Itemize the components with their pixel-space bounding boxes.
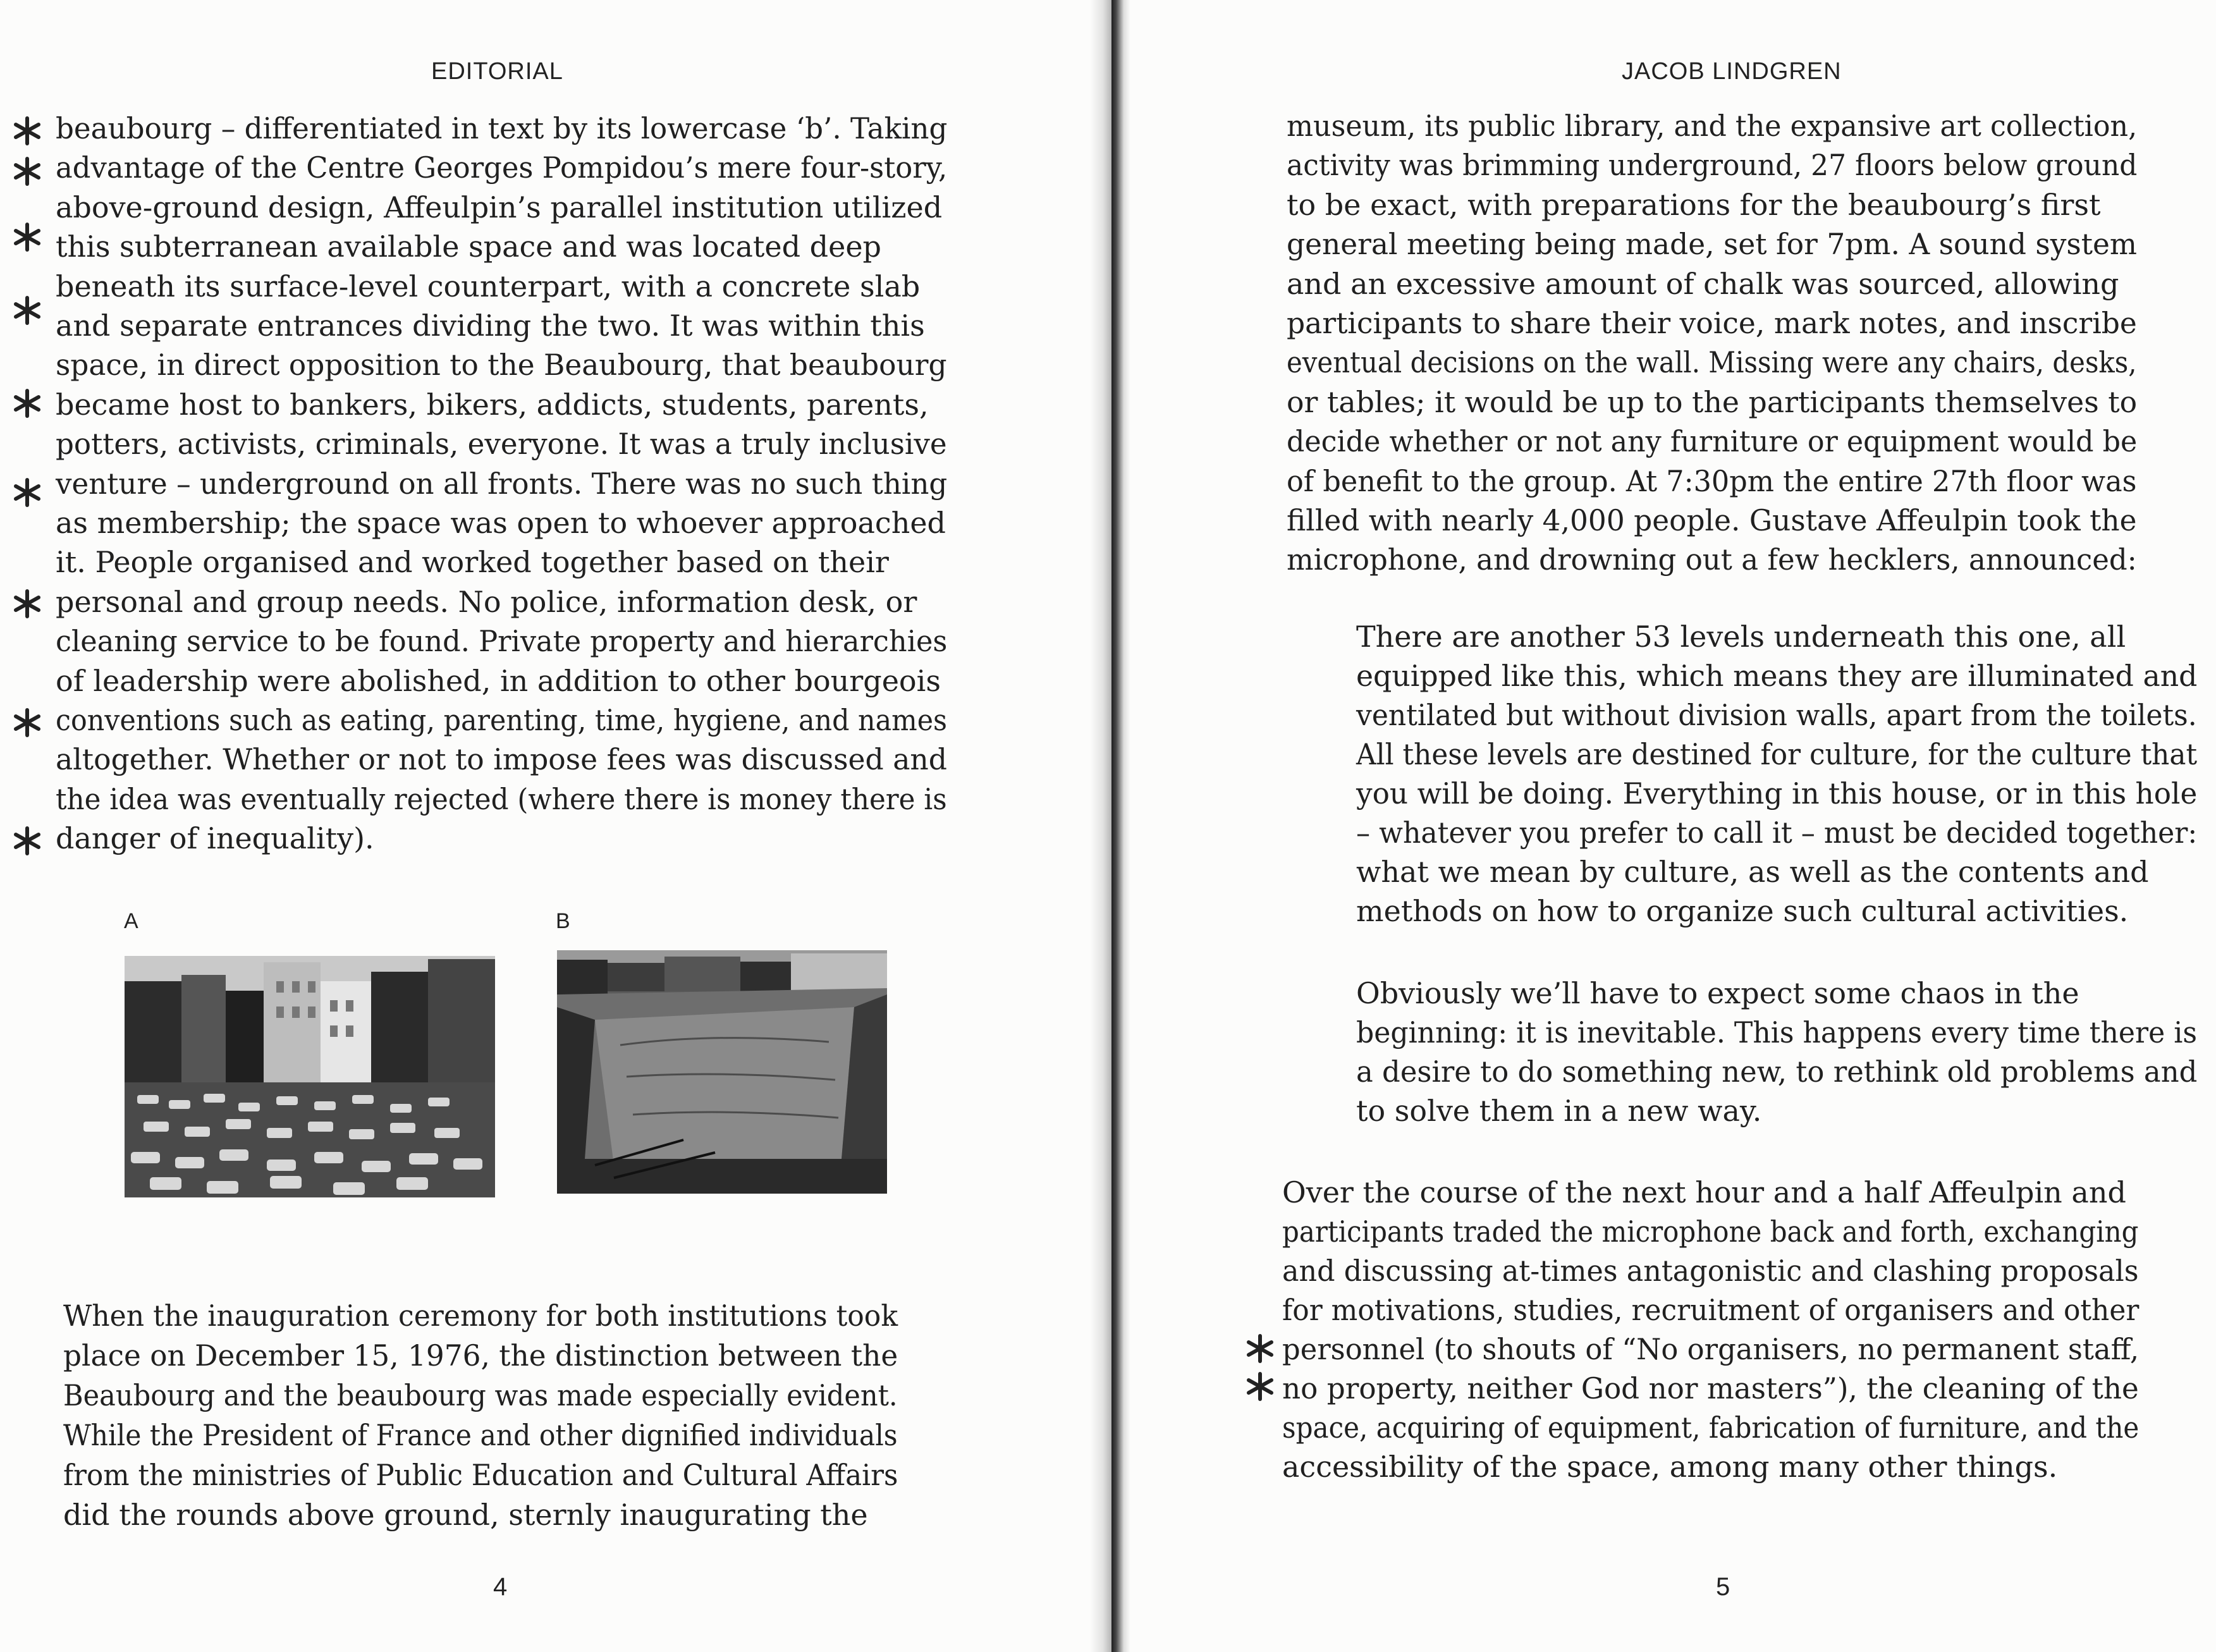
text-line: personal and group needs. No police, information desk, or: [56, 584, 917, 619]
text-line: cleaning service to be found. Private property and hierarchies: [56, 624, 948, 659]
asterisk-icon: [11, 707, 43, 738]
text-line: microphone, and drowning out a few hecklers, announced:: [1287, 542, 2137, 577]
text-line: did the rounds above ground, sternly inaugurating the: [63, 1498, 868, 1532]
text-line: potters, activists, criminals, everyone. It was a truly inclusive: [56, 427, 947, 462]
text-line: space, acquiring of equipment, fabrication of furniture, and the: [1282, 1410, 2139, 1445]
text-line: place on December 15, 1976, the distinction between the: [63, 1338, 898, 1373]
asterisk-icon: [11, 388, 43, 419]
text-line: danger of inequality).: [56, 821, 374, 856]
right-page-number: 5: [1716, 1573, 1730, 1601]
asterisk-icon: [11, 825, 43, 857]
text-line: conventions such as eating, parenting, time, hygiene, and names: [56, 703, 947, 737]
text-line: ventilated but without division walls, apart from the toilets.: [1356, 698, 2197, 732]
text-line: a desire to do something new, to rethink old problems and: [1356, 1055, 2198, 1089]
text-line: filled with nearly 4,000 people. Gustave Affeulpin took the: [1287, 503, 2137, 537]
asterisk-icon: [11, 221, 43, 253]
text-line: no property, neither God nor masters”), the cleaning of the: [1282, 1371, 2139, 1405]
text-line: it. People organised and worked together based on their: [56, 545, 889, 580]
text-line: and discussing at-times antagonistic and clashing proposals: [1282, 1254, 2139, 1288]
text-line: to be exact, with preparations for the beaubourg’s first: [1287, 187, 2101, 222]
text-line: to solve them in a new way.: [1356, 1094, 1762, 1128]
text-line: Obviously we’ll have to expect some chaos in the: [1356, 976, 2079, 1010]
text-line: of benefit to the group. At 7:30pm the entire 27th floor was: [1287, 463, 2137, 498]
asterisk-icon: [11, 156, 43, 187]
text-line: what we mean by culture, as well as the contents and: [1356, 855, 2149, 889]
text-line: and separate entrances dividing the two. It was within this: [56, 309, 925, 343]
text-line: participants traded the microphone back and forth, exchanging: [1282, 1215, 2139, 1249]
figure-a-label: A: [124, 909, 138, 933]
asterisk-icon: [11, 295, 43, 326]
text-line: space, in direct opposition to the Beaubourg, that beaubourg: [56, 348, 947, 382]
text-line: activity was brimming underground, 27 floors below ground: [1287, 148, 2138, 183]
asterisk-icon: [1244, 1371, 1276, 1402]
text-line: general meeting being made, set for 7pm. A sound system: [1287, 227, 2138, 262]
text-line: of leadership were abolished, in addition to other bourgeois: [56, 663, 941, 698]
text-line: Beaubourg and the beaubourg was made especially evident.: [63, 1378, 898, 1412]
text-line: and an excessive amount of chalk was sourced, allowing: [1287, 266, 2119, 301]
text-line: became host to bankers, bikers, addicts, students, parents,: [56, 387, 929, 422]
text-line: this subterranean available space and was located deep: [56, 229, 881, 264]
right-gutter-shadow: [1111, 0, 1130, 1652]
figure-b-label: B: [556, 909, 570, 933]
figure-b-excavation-photo: [557, 950, 887, 1194]
text-line: When the inauguration ceremony for both institutions took: [63, 1299, 898, 1333]
figure-a-parking-lot-photo: [125, 956, 495, 1197]
text-line: personnel (to shouts of “No organisers, no permanent staff,: [1282, 1332, 2139, 1366]
text-line: participants to share their voice, mark notes, and inscribe: [1287, 306, 2137, 340]
text-line: eventual decisions on the wall. Missing were any chairs, desks,: [1287, 345, 2137, 380]
text-line: methods on how to organize such cultural activities.: [1356, 894, 2129, 928]
text-line: from the ministries of Public Education and Cultural Affairs: [63, 1458, 898, 1492]
asterisk-icon: [11, 588, 43, 620]
text-line: altogether. Whether or not to impose fees was discussed and: [56, 742, 947, 777]
text-line: museum, its public library, and the expansive art collection,: [1287, 109, 2138, 143]
text-line: beaubourg – differentiated in text by its lowercase ‘b’. Taking: [56, 111, 948, 145]
text-line: accessibility of the space, among many other things.: [1282, 1450, 2058, 1484]
text-line: for motivations, studies, recruitment of organisers and other: [1282, 1293, 2139, 1327]
asterisk-icon: [1244, 1333, 1276, 1364]
text-line: as membership; the space was open to whoever approached: [56, 506, 946, 540]
text-line: the idea was eventually rejected (where there is money there is: [56, 781, 947, 816]
text-line: beneath its surface-level counterpart, with a concrete slab: [56, 269, 921, 303]
asterisk-icon: [11, 115, 43, 147]
left-gutter-shadow: [1090, 0, 1111, 1652]
right-running-header: JACOB LINDGREN: [1622, 58, 1842, 85]
text-line: decide whether or not any furniture or equipment would be: [1287, 424, 2138, 459]
text-line: above-ground design, Affeulpin’s parallel institution utilized: [56, 190, 943, 224]
text-line: you will be doing. Everything in this house, or in this hole: [1356, 776, 2198, 811]
text-line: advantage of the Centre Georges Pompidou’s mere four-story,: [56, 150, 948, 185]
left-page-number: 4: [493, 1573, 508, 1601]
text-line: Over the course of the next hour and a half Affeulpin and: [1282, 1175, 2126, 1209]
text-line: While the President of France and other dignified individuals: [63, 1418, 898, 1452]
text-line: – whatever you prefer to call it – must be decided together:: [1356, 816, 2198, 850]
asterisk-icon: [11, 477, 43, 508]
text-line: beginning: it is inevitable. This happens every time there is: [1356, 1015, 2197, 1049]
text-line: All these levels are destined for culture, for the culture that: [1356, 737, 2198, 771]
text-line: There are another 53 levels underneath this one, all: [1356, 620, 2126, 654]
text-line: equipped like this, which means they are illuminated and: [1356, 659, 2198, 693]
text-line: or tables; it would be up to the participants themselves to: [1287, 384, 2138, 419]
text-line: venture – underground on all fronts. There was no such thing: [56, 466, 948, 501]
left-running-header: EDITORIAL: [431, 58, 563, 85]
right-page: [1111, 0, 2216, 1652]
